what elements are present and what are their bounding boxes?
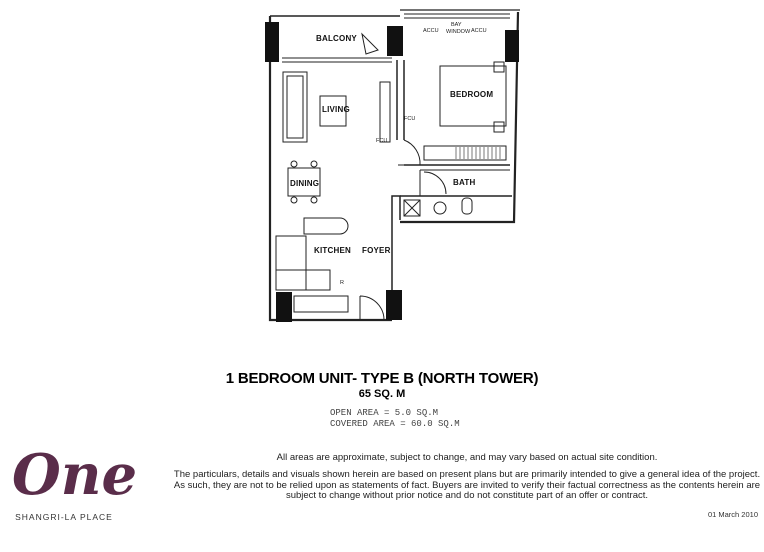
floor-plan (262, 6, 532, 326)
label-fridge: R (340, 280, 344, 286)
room-label-bath: BATH (453, 178, 476, 187)
logo-subtitle: SHANGRI-LA PLACE (15, 512, 113, 522)
label-fcu-right: FCU (404, 116, 416, 122)
area-breakdown (330, 408, 460, 429)
unit-title: 1 BEDROOM UNIT- TYPE B (NORTH TOWER) (225, 370, 539, 387)
open-area-text: OPEN AREA = 5.0 SQ.M (330, 408, 439, 418)
label-accu-left: ACCU (423, 28, 439, 34)
room-label-balcony: BALCONY (316, 34, 357, 43)
label-window: WINDOW (446, 29, 471, 35)
disclaimer-particulars: The particulars, details and visuals shown herein are based on present plans but are primarily intended to give a general idea of the project. As such, they are not to be relied upon as statements of fact. Buyers are invited to verify their factual correctness as the contents herein are subject to change without prior notice and do not constitute part of an offer or contract. (173, 469, 761, 501)
room-label-dining: DINING (290, 179, 320, 188)
one-shangri-la-logo (8, 430, 138, 508)
document-date: 01 March 2010 (707, 510, 758, 519)
covered-area-text: COVERED AREA = 60.0 SQ.M (330, 418, 460, 429)
unit-size: 65 SQ. M (358, 388, 406, 400)
room-label-living: LIVING (322, 105, 350, 114)
room-label-bedroom: BEDROOM (450, 90, 494, 99)
room-label-kitchen: KITCHEN (314, 246, 351, 255)
disclaimer-approximate: All areas are approximate, subject to change, and may vary based on actual site condition. (276, 452, 658, 463)
label-fcu-left: FCU (376, 138, 388, 144)
logo-word: One (12, 442, 138, 508)
label-accu-right: ACCU (471, 28, 487, 34)
label-bay: BAY (451, 22, 462, 28)
room-label-foyer: FOYER (362, 246, 391, 255)
